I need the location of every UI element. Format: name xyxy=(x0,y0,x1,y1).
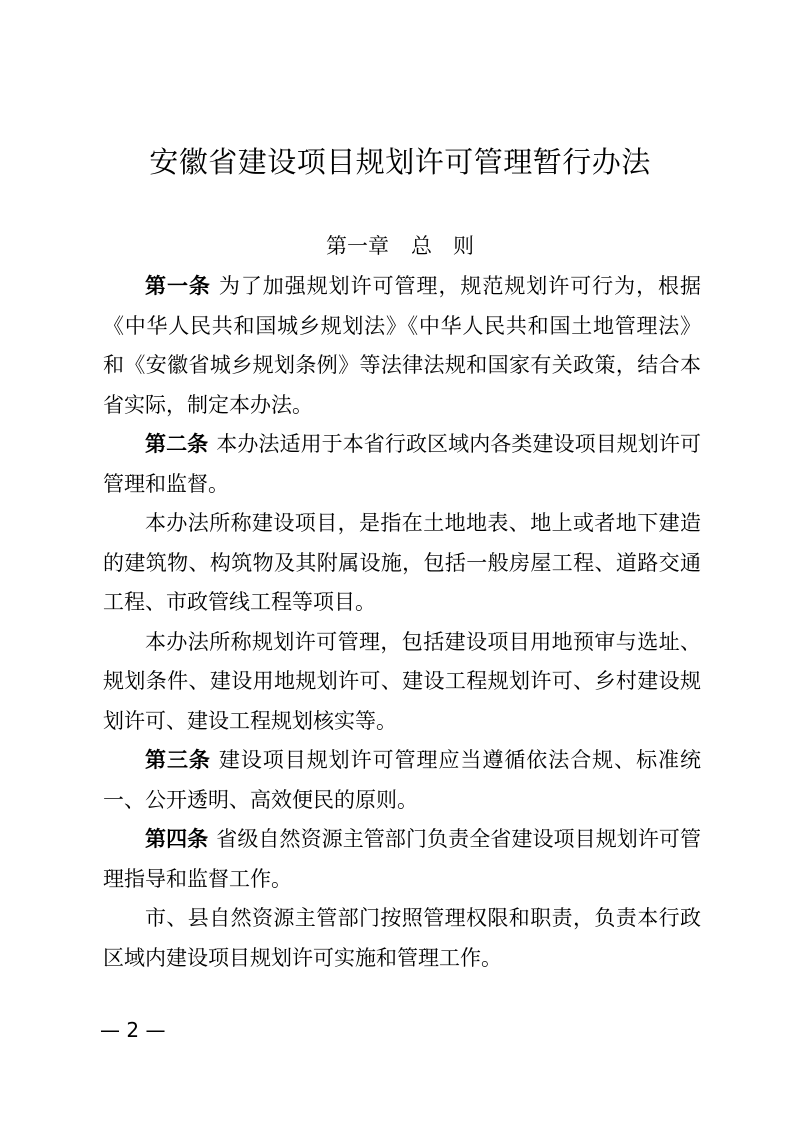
article-label: 第三条 xyxy=(145,748,211,772)
paragraph-1 xyxy=(103,267,701,425)
page-number: — 2 — xyxy=(100,1018,166,1042)
paragraph-3 xyxy=(103,504,701,623)
document-body xyxy=(103,267,701,978)
paragraph-text: 本办法所称规划许可管理，包括建设项目用地预审与选址、规划条件、建设用地规划许可、建设工程规划许可、乡村建设规划许可、建设工程规划核实等。 xyxy=(103,629,701,733)
paragraph-text: 本办法适用于本省行政区域内各类建设项目规划许可管理和监督。 xyxy=(103,432,702,496)
article-label: 第一条 xyxy=(145,274,211,298)
article-label: 第四条 xyxy=(145,827,209,851)
chapter-heading xyxy=(0,228,800,264)
paragraph-text: 本办法所称建设项目，是指在土地地表、地上或者地下建造的建筑物、构筑物及其附属设施，包括一般房屋工程、道路交通工程、市政管线工程等项目。 xyxy=(103,511,701,614)
paragraph-4 xyxy=(103,623,701,742)
paragraph-5 xyxy=(103,741,701,820)
paragraph-text: 为了加强规划许可管理，规范规划许可行为，根据《中华人民共和国城乡规划法》《中华人民共和国土地管理法》和《安徽省城乡规划条例》等法律法规和国家有关政策，结合本省实际，制定本办法。 xyxy=(103,274,701,417)
paragraph-text: 市、县自然资源主管部门按照管理权限和职责，负责本行政区域内建设项目规划许可实施和管理工作。 xyxy=(103,906,701,970)
paragraph-2 xyxy=(103,425,701,504)
document-title: 安徽省建设项目规划许可管理暂行办法 xyxy=(149,145,651,179)
paragraph-6 xyxy=(103,820,701,899)
chapter-name: 总 则 xyxy=(411,234,474,258)
chapter-number: 第一章 xyxy=(326,234,389,258)
article-label: 第二条 xyxy=(145,432,209,456)
paragraph-text: 省级自然资源主管部门负责全省建设项目规划许可管理指导和监督工作。 xyxy=(103,827,702,891)
paragraph-text: 建设项目规划许可管理应当遵循依法合规、标准统一、公开透明、高效便民的原则。 xyxy=(103,748,701,812)
paragraph-7 xyxy=(103,899,701,978)
